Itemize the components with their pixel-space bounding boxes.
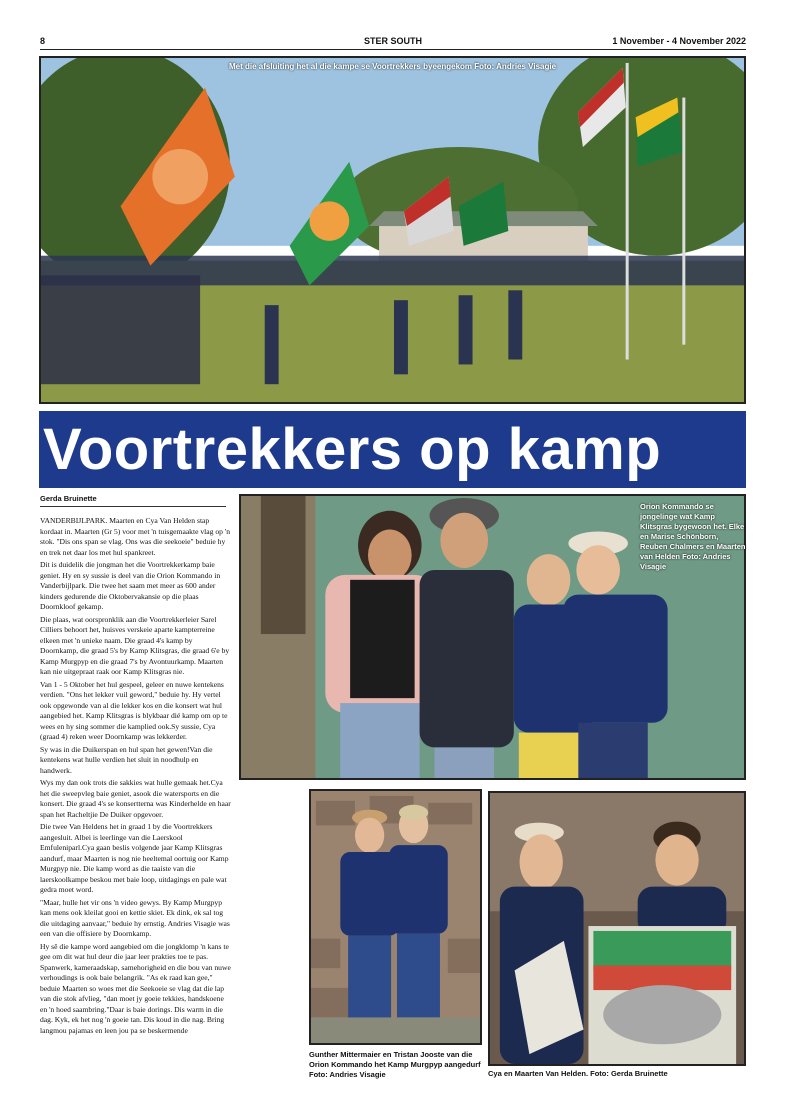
publication-name: STER SOUTH bbox=[363, 36, 422, 46]
article-paragraph: Sy was in die Duikerspan en hul span het gewen!Van die kentekens wat hulle verdien het sluit in noodhulp en handwerk. bbox=[40, 744, 213, 775]
byline-rule bbox=[40, 506, 226, 507]
byline: Gerda Bruinette bbox=[40, 494, 97, 503]
photo-gunther-tristan bbox=[309, 789, 482, 1045]
top-photo-flags-assembly bbox=[39, 56, 746, 404]
article-body bbox=[40, 516, 232, 1086]
article-paragraph: Hy sê die kampe word aangebied om die jongklomp 'n kans te gee om dit wat hul deur die jaar leer prakties toe te pas. Spanwerk, kameraadskap, samehorigheid en die bou van nuwe verhoudings is ook baie belangrik. "As ek raad kan gee," beduie Maarten so woes met die Seekoeie se vlag dat die lap van die stok afvlieg, "dan moet jy goeie tekkies, handskoene en 'n hoed saambring."Daar is baie dorings. Dis warm in die dag. Kyk, ek het nog 'n goeie tan. Dis koud in die nag. Bring langmou pajamas en leen jou pa se beskermende bbox=[40, 941, 231, 1035]
headline-banner: Voortrekkers op kamp bbox=[39, 411, 746, 488]
photo4-image bbox=[490, 793, 744, 1064]
page-header bbox=[40, 36, 746, 48]
top-photo-caption: Met die afsluiting het al die kampe se Voortrekkers byeengekom Foto: Andries Visagie bbox=[228, 62, 557, 71]
article-paragraph: VANDERBIJLPARK. Maarten en Cya Van Helden stap kordaat in. Maarten (Gr 5) voor met 'n tuisgemaakte vlag op 'n stok. "Dis ons span se vlag. Ons was die seekoeie" beduie hy en trek net daar los met hul spankreet. bbox=[40, 516, 230, 557]
top-photo-image bbox=[41, 58, 744, 402]
article-paragraph: Van 1 - 5 Oktober het hul gespeel, geleer en nuwe kentekens verdien. "Ons het lekker vuil geword," beduie hy. Hy vertel ook opgewonde van al die lekker kos en die konsert wat hul aangebied het. Kamp Klitsgras is blykbaar dié kamp om op te wees en hy sing sommer die kamplied ook.Sy sussie, Cya (graad 4) reken weer Doornkamp was lekkerder. bbox=[40, 679, 228, 741]
photo-cya-maarten bbox=[488, 791, 746, 1066]
header-rule bbox=[40, 49, 746, 50]
issue-date: 1 November - 4 November 2022 bbox=[612, 36, 746, 46]
photo3-caption: Gunther Mittermaier en Tristan Jooste van die Orion Kommando het Kamp Murgpyp aangedurf Foto: Andries Visagie bbox=[309, 1050, 481, 1079]
page-number: 8 bbox=[40, 36, 46, 46]
photo2-caption: Orion Kommando se jongelinge wat Kamp Klitsgras bygewoon het. Elke en Marise Schönborn, Reuben Chalmers en Maarten van Helden Foto: Andries Visagie bbox=[640, 502, 746, 571]
article-paragraph: Die twee Van Heldens het in graad 1 by die Voortrekkers aangesluit. Albei is leerlinge van die Laerskool Emfuleniparl.Cya gaan beslis volgende jaar Kamp Klitsgras aandurf, maar Maarten is nog nie heeltemal oortuig oor Kamp Murgpyp nie. Die kamp word as die taaiste van die laerskoolkampe beskou met baie loop, uitdagings en pale wat gedra moet word. bbox=[40, 822, 229, 894]
photo3-image bbox=[311, 791, 480, 1043]
article-paragraph: Die plaas, wat oorspronklik aan die Voortrekkerleier Sarel Cilliers behoort het, huisves verskeie aparte kampterreine elkeen met 'n unieke naam. Die graad 4's kamp by Doornkamp, die graad 5's by Kamp Klitsgras, die graad 6'e by Kamp Murgpyp en die graad 7's by Avontuurkamp. Maarten kan nie uitgepraat raak oor Kamp Klitsgras nie. bbox=[40, 614, 230, 676]
article-paragraph: Wys my dan ook trots die sakkies wat hulle gemaak het.Cya het die sweepvleg baie geniet, asook die watersports en die konsert. Die graad 4's se konsertterna was Kinderhelde en haar span het Racheltjie De Duiker opgevoer. bbox=[40, 778, 231, 819]
photo4-caption: Cya en Maarten Van Helden. Foto: Gerda Bruinette bbox=[488, 1069, 668, 1078]
article-paragraph: Dit is duidelik die jongman het die Voortrekkerkamp baie geniet. Hy en sy sussie is deel van die Orion Kommando in Vanderbijlpark. Die twee het saam met meer as 600 ander kinders gedurende die Oktobervakansie op die plaas Doornkloof gekamp. bbox=[40, 560, 221, 611]
article-paragraph: "Maar, hulle het vir ons 'n video gewys. By Kamp Murgpyp kan mens ook kleilat gooi en kettie skiet. Ek dink, ek sal tog die uitdaging aanvaar," beduie hy ernstig. Andries Visagie was een van die offisiere by Doornkamp. bbox=[40, 897, 230, 938]
